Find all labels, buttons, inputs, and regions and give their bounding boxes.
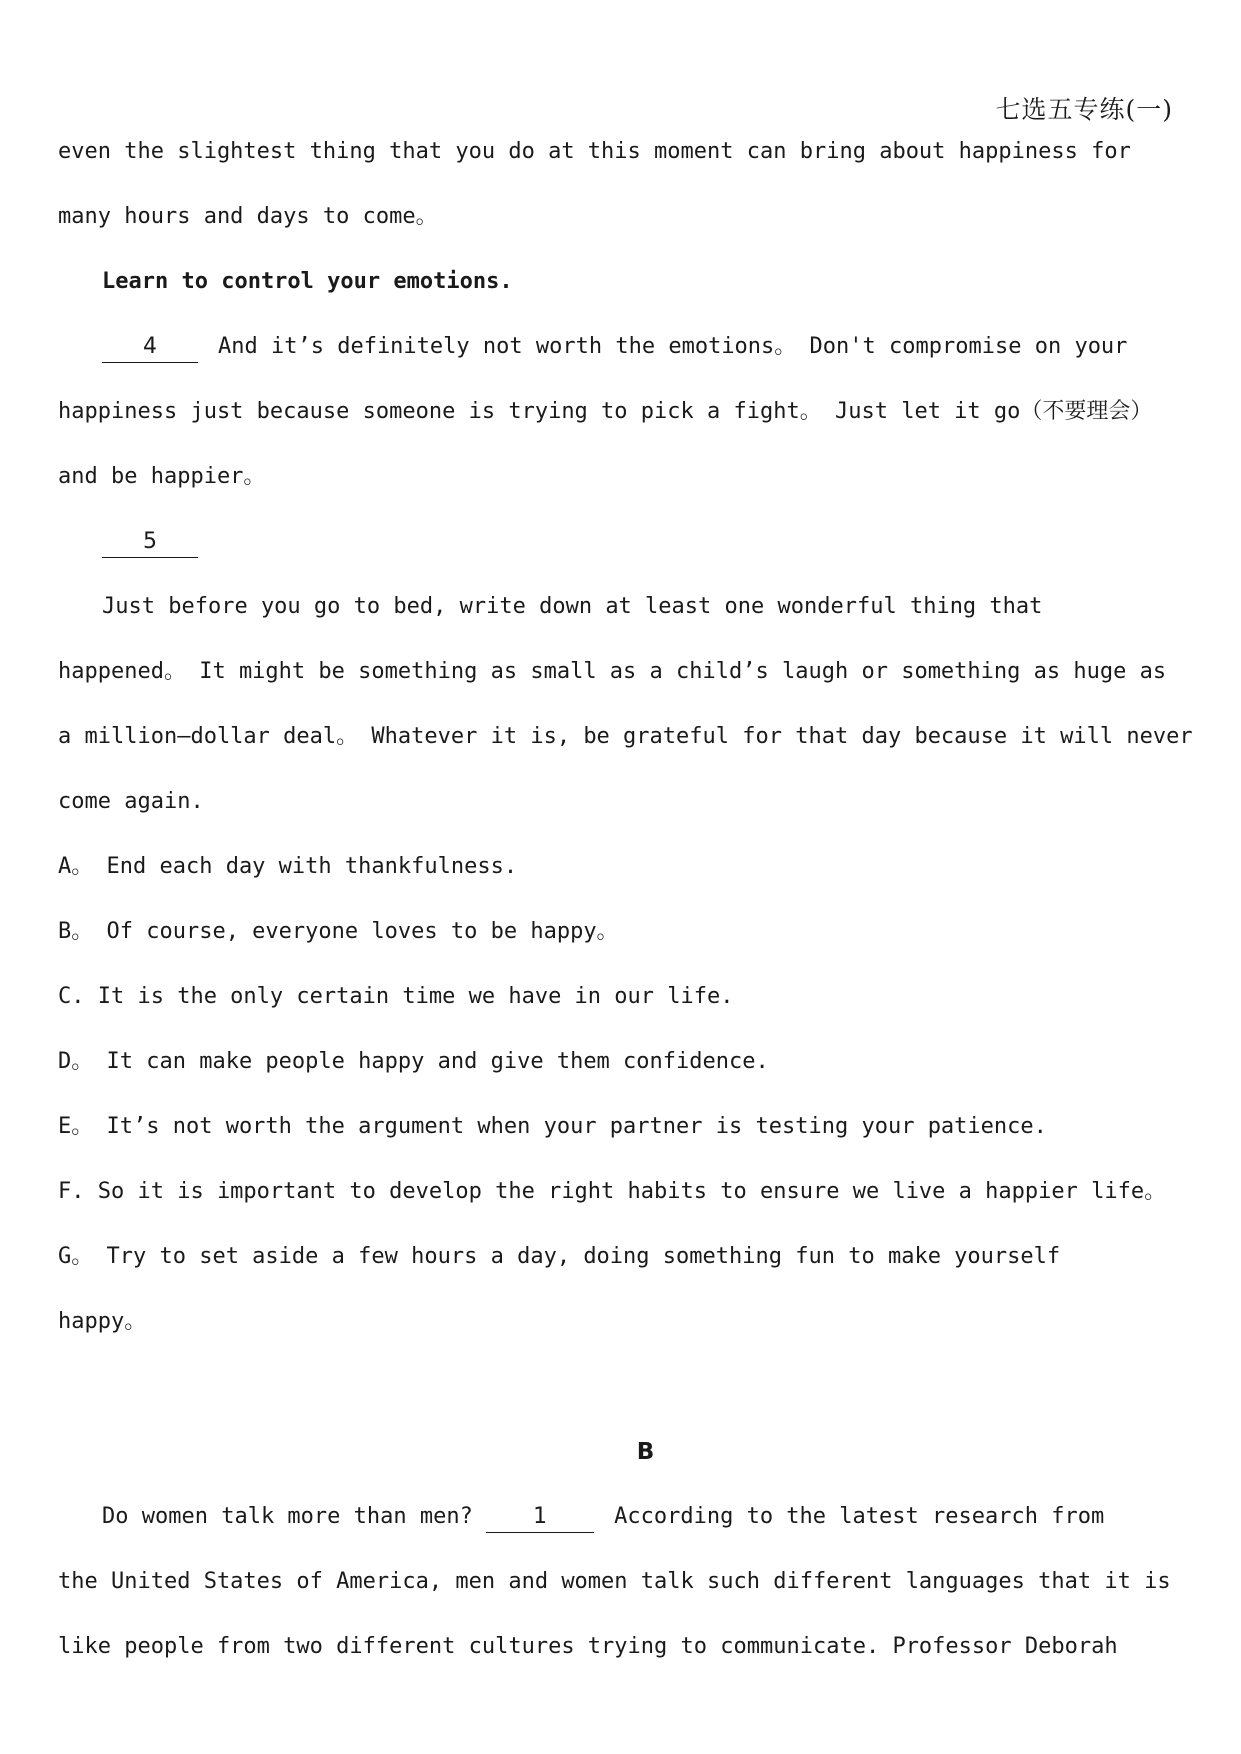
text-line: a million—dollar deal。 Whatever it is, be grateful for that day because it will never [58,724,1193,749]
text-line: and be happier。 [58,464,266,489]
option-c: C. It is the only certain time we have in our life. [58,984,734,1009]
option-g: G。 Try to set aside a few hours a day, doing something fun to make yourself [58,1244,1061,1269]
text-line: come again. [58,789,204,814]
answer-blank-5[interactable]: 5 [102,527,198,558]
page-header: 七选五专练(一) [995,95,1173,124]
option-f: F. So it is important to develop the right habits to ensure we live a happier life。 [58,1179,1167,1204]
text-line: the United States of America, men and women talk such different languages that it is [58,1569,1171,1594]
option-a: A。 End each day with thankfulness. [58,854,518,879]
text-line: even the slightest thing that you do at this moment can bring about happiness for [58,139,1131,164]
question-4-line [58,327,1233,392]
option-b: B。 Of course, everyone loves to be happy。 [58,919,619,944]
option-g-continued: happy。 [58,1309,147,1334]
text-span: Do women talk more than men? [102,1504,473,1529]
text-line: happened。 It might be something as small as a child’s laugh or something as huge as [58,659,1167,684]
option-e: E。 It’s not worth the argument when your partner is testing your patience. [58,1114,1047,1139]
question-5-line [58,522,1233,587]
section-heading: Learn to control your emotions. [102,269,513,294]
text-line: happiness just because someone is trying to pick a fight。 Just let it go（不要理会） [58,399,1153,424]
text-line: Just before you go to bed, write down at least one wonderful thing that [102,594,1043,619]
text-line: many hours and days to come。 [58,204,438,229]
answer-blank-1[interactable]: 1 [486,1502,594,1533]
text-span: And it’s definitely not worth the emotions。 Don't compromise on your [218,334,1128,359]
document-body [58,132,1233,1692]
option-d: D。 It can make people happy and give them confidence. [58,1049,769,1074]
text-line: like people from two different cultures trying to communicate. Professor Deborah [58,1634,1118,1659]
answer-blank-4[interactable]: 4 [102,332,198,363]
text-span: According to the latest research from [614,1504,1105,1529]
section-spacer [58,1367,1233,1432]
passage-b-line-1 [58,1497,1233,1562]
section-b-title: B [636,1439,655,1465]
